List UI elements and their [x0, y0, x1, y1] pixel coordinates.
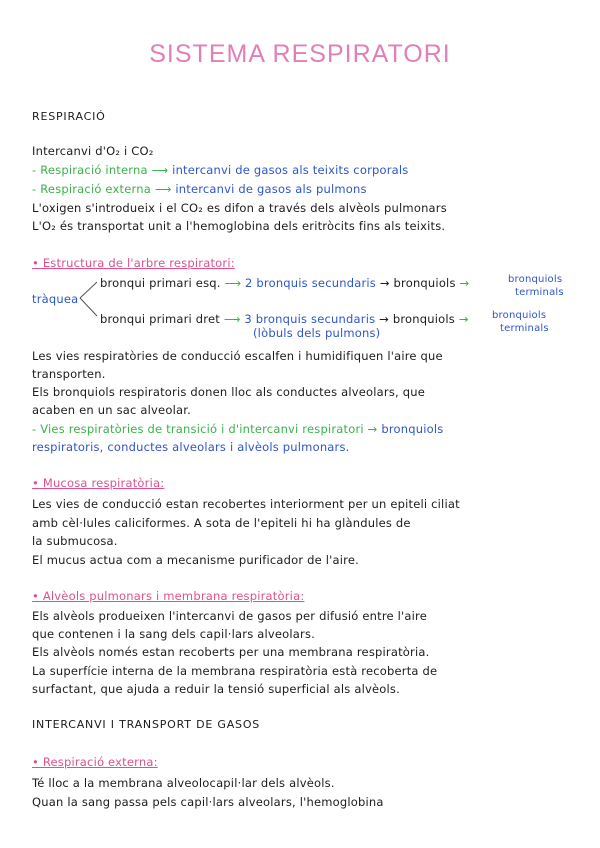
arrow-icon: → — [459, 276, 470, 290]
bronquiols-terminals-left-b: terminals — [515, 287, 564, 298]
arrow-icon: → — [367, 422, 378, 436]
text-line: L'O₂ és transportat unit a l'hemoglobina dels eritròcits fins als teixits. — [32, 219, 446, 233]
bronquiols-terminals-right-a: bronquiols — [492, 310, 547, 321]
transicio-bronquiols: bronquiols — [381, 422, 444, 436]
arrow-icon: ⟶ — [151, 163, 169, 177]
bronquis-secundaris-3: 3 bronquis secundaris — [244, 312, 376, 326]
branch-right-line — [100, 312, 469, 326]
section-heading-respiracio: RESPIRACIÓ — [32, 110, 106, 123]
arrow-icon: → — [379, 276, 390, 290]
bronquis-secundaris-2: 2 bronquis secundaris — [245, 276, 376, 290]
sub-heading-respiracio-externa: • Respiració externa: — [32, 755, 158, 769]
text-line: que contenen i la sang dels capil·lars alveolars. — [32, 627, 316, 641]
arrow-icon: → — [458, 312, 469, 326]
page-title: SISTEMA RESPIRATORI — [149, 40, 451, 68]
text-line: L'oxigen s'introdueix i el CO₂ es difon a través dels alvèols pulmonars — [32, 201, 447, 215]
transicio-line-2: respiratoris, conductes alveolars i alvèols pulmonars. — [32, 440, 350, 454]
arrow-icon: ⟶ — [224, 276, 242, 290]
transicio-label: - Vies respiratòries de transició i d'intercanvi respiratori — [32, 422, 364, 436]
branch-left-line — [100, 276, 469, 290]
lobuls-pulmons: (lòbuls dels pulmons) — [253, 326, 381, 340]
bronqui-primari-esq: bronqui primari esq. — [100, 276, 221, 290]
transicio-line — [32, 422, 443, 436]
text-line: Té lloc a la membrana alveolocapil·lar dels alvèols. — [32, 776, 335, 790]
bronquiols-terminals-left-a: bronquiols — [508, 274, 563, 285]
respiracio-externa-desc: intercanvi de gasos als pulmons — [175, 182, 367, 196]
respiracio-interna-label: - Respiració interna — [32, 163, 148, 177]
section-heading-alveols: • Alvèols pulmonars i membrana respiratòria: — [32, 589, 305, 603]
text-line: La superfície interna de la membrana respiratòria està recoberta de — [32, 664, 438, 678]
text-line: surfactant, que ajuda a reduir la tensió superficial als alvèols. — [32, 682, 400, 696]
bronquiols-left: bronquiols — [393, 276, 456, 290]
text-line: la submucosa. — [32, 534, 118, 548]
text-line: acaben en un sac alveolar. — [32, 403, 191, 417]
section-heading-mucosa: • Mucosa respiratòria: — [32, 476, 165, 490]
traquea-label: tràquea — [32, 292, 79, 306]
text-line: Quan la sang passa pels capil·lars alveolars, l'hemoglobina — [32, 795, 384, 809]
bronquiols-right: bronquiols — [392, 312, 455, 326]
section-heading-intercanvi: INTERCANVI I TRANSPORT DE GASOS — [32, 718, 261, 731]
bronqui-primari-dret: bronqui primari dret — [100, 312, 220, 326]
text-line: Els alvèols produeixen l'intercanvi de gasos per difusió entre l'aire — [32, 609, 428, 623]
respiracio-interna-desc: intercanvi de gasos als teixits corporals — [172, 163, 409, 177]
text-line: Els alvèols només estan recoberts per una membrana respiratòria. — [32, 645, 430, 659]
text-line: El mucus actua com a mecanisme purificador de l'aire. — [32, 553, 359, 567]
arrow-icon: ⟶ — [154, 182, 172, 196]
text-line: amb cèl·lules caliciformes. A sota de l'epiteli hi ha glàndules de — [32, 516, 411, 530]
arrow-icon: ⟶ — [223, 312, 241, 326]
text-line: Les vies de conducció estan recobertes interiorment per un epiteli ciliat — [32, 497, 460, 511]
text-line: Els bronquiols respiratoris donen lloc als conductes alveolars, que — [32, 385, 426, 399]
text-line: Les vies respiratòries de conducció escalfen i humidifiquen l'aire que — [32, 349, 443, 363]
intercanvi-title: Intercanvi d'O₂ i CO₂ — [32, 144, 154, 158]
arrow-icon: → — [379, 312, 389, 326]
text-line: transporten. — [32, 367, 106, 381]
respiracio-externa-label: - Respiració externa — [32, 182, 151, 196]
section-heading-estructura: • Estructura de l'arbre respiratori: — [32, 256, 235, 270]
bronquiols-terminals-right-b: terminals — [500, 323, 549, 334]
